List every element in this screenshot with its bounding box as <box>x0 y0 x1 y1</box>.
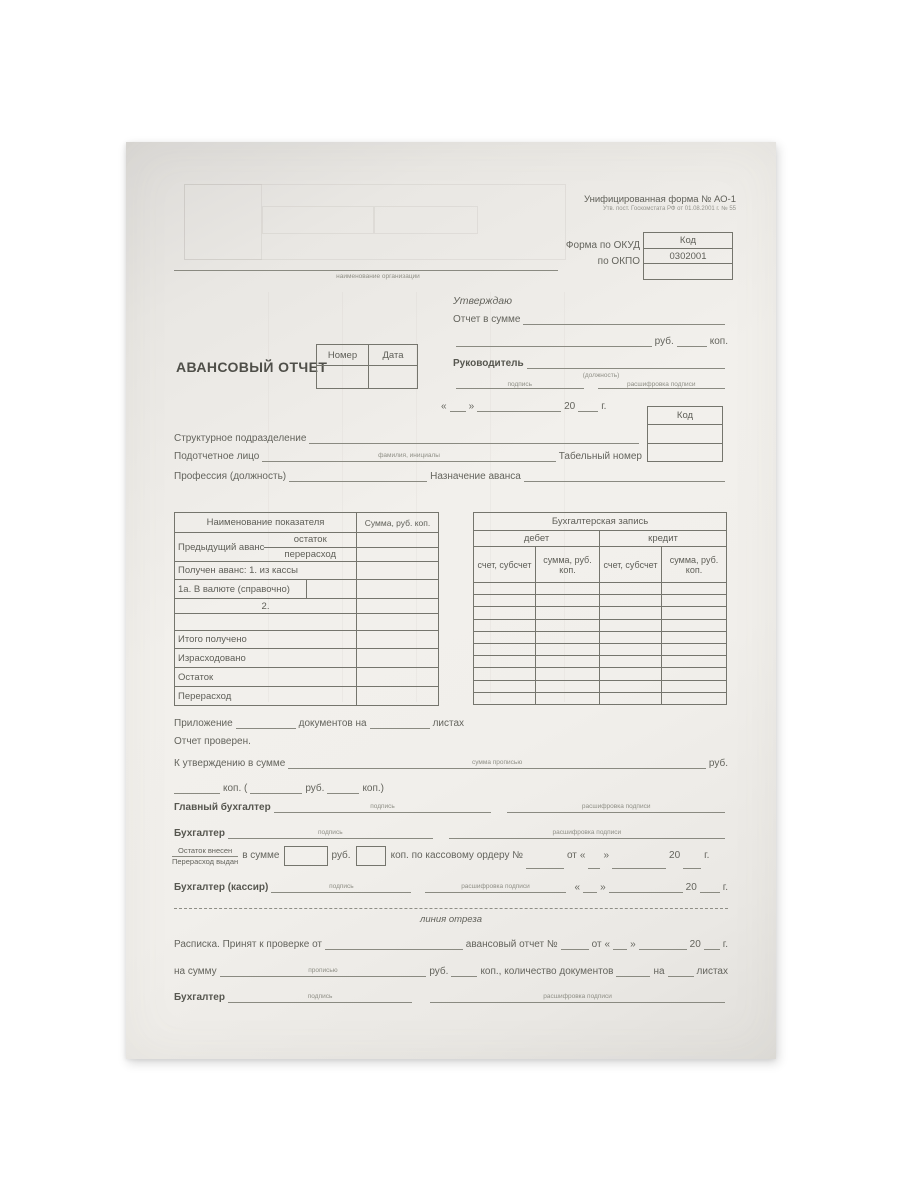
sign-hint: подпись <box>329 883 354 890</box>
position-hint: (должность) <box>582 372 620 379</box>
acc-cell <box>662 583 727 595</box>
acc-cell <box>474 656 536 668</box>
acc-cell <box>600 607 662 619</box>
okpo-label: по ОКПО <box>597 256 640 267</box>
attachment-row <box>174 714 506 729</box>
row-cash-sum <box>357 562 439 580</box>
year-suffix: г. <box>601 400 607 412</box>
row-empty-label <box>175 614 357 631</box>
date-header-cell: Дата <box>369 345 418 366</box>
sign-hint: подпись <box>507 381 533 388</box>
org-name-hint: наименование организации <box>336 273 420 280</box>
side-code-cell-2 <box>648 444 723 462</box>
blank-line <box>456 336 652 347</box>
sum-words-hint: сумма прописью <box>471 759 523 766</box>
blank-line <box>289 471 427 482</box>
form-note-line2: Утв. пост. Госкомстата РФ от 01.08.2001 г. № 55 <box>602 206 736 212</box>
acc-cell <box>536 583 600 595</box>
rub-amount-box <box>284 846 328 866</box>
in-words-hint: прописью <box>308 967 338 974</box>
blank-line <box>527 358 725 369</box>
from-label: от <box>566 850 577 862</box>
department-row <box>174 429 642 444</box>
blank-line <box>588 855 600 869</box>
rest-paid-label: Остаток внесен <box>172 846 238 857</box>
indicators-header-name: Наименование показателя <box>175 513 357 533</box>
side-code-table <box>647 406 723 462</box>
row-spent-sum <box>357 649 439 668</box>
quote-open: « <box>441 400 447 412</box>
attachment-label: Приложение <box>174 717 233 729</box>
sheets-label: листах <box>432 717 465 729</box>
advance-report-form <box>126 142 776 1059</box>
cashier-row <box>174 878 728 893</box>
debit-sum-header: сумма, руб. коп. <box>536 547 600 583</box>
blank-line <box>578 401 598 412</box>
quote-close: » <box>468 400 475 412</box>
row-total-sum <box>357 631 439 649</box>
chief-accountant-row <box>174 798 728 813</box>
in-sum-label: в сумме <box>242 850 280 862</box>
acc-cell <box>662 631 727 643</box>
person-hint: фамилия, инициалы <box>378 452 440 459</box>
acc-cell <box>600 631 662 643</box>
prev-advance-sum-cell <box>357 533 439 562</box>
blank-line <box>616 966 650 977</box>
acc-cell <box>474 619 536 631</box>
chief-accountant-label: Главный бухгалтер <box>174 801 271 813</box>
approve-sum-label: К утверждению в сумме <box>174 757 286 769</box>
acc-cell <box>536 631 600 643</box>
sum-words-line <box>288 758 706 769</box>
row-empty-sum <box>357 614 439 631</box>
blank-line <box>524 471 725 482</box>
blank-line <box>370 718 430 729</box>
number-value-cell <box>317 366 369 389</box>
profession-row <box>174 467 728 482</box>
approve-label: Утверждаю <box>453 295 513 307</box>
row-rest-sum <box>357 668 439 687</box>
rub-label: руб. <box>654 335 674 347</box>
prev-advance-label: Предыдущий аванс <box>178 541 265 553</box>
acc-cell <box>474 643 536 655</box>
acc-cell <box>662 595 727 607</box>
acc-cell <box>600 643 662 655</box>
blank-line <box>583 882 597 893</box>
okud-label: Форма по ОКУД <box>565 240 640 251</box>
signature-line <box>228 992 412 1003</box>
rest-overrun-fraction <box>172 846 238 867</box>
cut-line <box>174 908 728 909</box>
report-checked-label: Отчет проверен. <box>174 736 251 747</box>
blank-line <box>612 855 666 869</box>
row-spent-label: Израсходовано <box>175 649 357 668</box>
acc-cell <box>662 607 727 619</box>
acc-cell <box>600 583 662 595</box>
blank-line <box>639 939 687 950</box>
on-label: на <box>653 965 665 977</box>
blank-line <box>451 966 477 977</box>
sign-hint: подпись <box>318 829 343 836</box>
number-header-cell: Номер <box>317 345 369 366</box>
side-code-header-cell: Код <box>648 407 723 425</box>
blank-line <box>325 939 463 950</box>
cash-order-row <box>172 844 730 868</box>
rub-label: руб. <box>305 782 325 794</box>
acc-cell <box>662 619 727 631</box>
quote-open: « <box>574 881 581 893</box>
date-value-cell <box>369 366 418 389</box>
form-note-line1: Унифицированная форма № АО-1 <box>583 194 736 205</box>
department-label: Структурное подразделение <box>174 432 307 444</box>
acc-cell <box>600 619 662 631</box>
acc-cell <box>600 595 662 607</box>
accountant-label: Бухгалтер <box>174 827 225 839</box>
person-label: Подотчетное лицо <box>174 450 260 462</box>
acc-cell <box>536 607 600 619</box>
acc-cell <box>536 692 600 704</box>
sign-decode-hint: расшифровка подписи <box>552 829 622 836</box>
kop-label: коп. <box>709 335 728 347</box>
signature-line <box>456 380 584 389</box>
blank-line <box>477 401 561 412</box>
acc-cell <box>600 692 662 704</box>
row-two-label: 2. <box>175 599 357 614</box>
acc-cell <box>474 680 536 692</box>
advance-report-no-label: авансовый отчет № <box>465 938 558 950</box>
kop-docs-label: коп., количество документов <box>480 965 614 977</box>
kop-paren-open: коп. ( <box>223 782 248 794</box>
documents-on-label: документов на <box>298 717 367 729</box>
blank-line <box>613 939 627 950</box>
quote-close: » <box>603 850 610 862</box>
blank-line <box>236 718 296 729</box>
signature-decode-line <box>449 828 725 839</box>
row-two-sum <box>357 599 439 614</box>
cash-order-label: коп. по кассовому ордеру № <box>390 850 523 862</box>
blank-line <box>523 314 725 325</box>
indicators-header-sum: Сумма, руб. коп. <box>357 513 439 533</box>
year-suffix: г. <box>704 850 710 862</box>
prev-rest-label: остаток <box>264 533 356 548</box>
blank-line <box>561 939 589 950</box>
quote-open: « <box>604 938 611 950</box>
accounting-title: Бухгалтерская запись <box>474 513 727 531</box>
year-prefix: 20 <box>564 400 576 412</box>
blank-line <box>609 882 683 893</box>
cashier-label: Бухгалтер (кассир) <box>174 881 269 893</box>
kop-paren-row <box>174 779 419 794</box>
kop-paren-close: коп.) <box>362 782 385 794</box>
blank-line <box>327 783 359 794</box>
blank-line <box>704 939 720 950</box>
signature-decode-line <box>598 380 726 389</box>
head-signature-row <box>453 380 728 389</box>
rub-label: руб. <box>429 965 449 977</box>
quote-close: » <box>600 881 606 893</box>
row-rest-label: Остаток <box>175 668 357 687</box>
sign-decode-hint: расшифровка подписи <box>581 803 651 810</box>
signature-decode-line <box>425 882 565 893</box>
blank-line <box>309 433 639 444</box>
okud-code-cell: 0302001 <box>644 249 733 264</box>
acc-cell <box>662 668 727 680</box>
cut-line-label: линия отреза <box>419 914 482 925</box>
acc-cell <box>536 680 600 692</box>
acc-cell <box>662 643 727 655</box>
for-sum-label: на сумму <box>174 965 217 977</box>
overrun-paid-label: Перерасход выдан <box>172 857 239 866</box>
signature-line <box>228 828 433 839</box>
person-row <box>174 447 642 462</box>
credit-sum-header: сумма, руб. коп. <box>662 547 727 583</box>
credit-header: кредит <box>600 531 727 547</box>
quote-open: « <box>579 850 586 862</box>
signature-line <box>271 882 411 893</box>
report-in-sum-row <box>453 310 728 325</box>
okpo-code-cell <box>644 264 733 280</box>
number-date-table <box>316 344 418 389</box>
year-prefix: 20 <box>685 881 697 893</box>
sign-decode-hint: расшифровка подписи <box>543 993 612 1000</box>
indicators-table <box>174 512 439 706</box>
year-suffix: г. <box>722 881 728 893</box>
head-date-row <box>441 399 631 412</box>
okud-code-table <box>643 232 733 280</box>
acc-cell <box>474 631 536 643</box>
blank-line <box>677 336 707 347</box>
acc-cell <box>536 595 600 607</box>
row-overrun-label: Перерасход <box>175 687 357 706</box>
acc-cell <box>474 607 536 619</box>
prev-advance-cell <box>175 533 357 562</box>
sign-hint: подпись <box>307 993 333 1000</box>
acc-cell <box>662 680 727 692</box>
org-name-line <box>174 270 558 271</box>
accountant-label: Бухгалтер <box>174 991 225 1003</box>
acc-cell <box>662 656 727 668</box>
acc-cell <box>474 583 536 595</box>
rub-label: руб. <box>331 850 351 862</box>
blank-line <box>174 783 220 794</box>
code-header-cell: Код <box>644 233 733 249</box>
row-overrun-sum <box>357 687 439 706</box>
blank-line <box>450 401 466 412</box>
signature-decode-line <box>507 802 725 813</box>
rub-kop-row <box>453 332 728 347</box>
year-suffix: г. <box>722 938 728 950</box>
side-code-cell-1 <box>648 425 723 444</box>
head-row <box>453 354 728 369</box>
credit-account-header: счет, субсчет <box>600 547 662 583</box>
sheets-label: листах <box>696 965 728 977</box>
year-prefix: 20 <box>689 938 701 950</box>
kop-amount-box <box>356 846 386 866</box>
signature-decode-line <box>430 992 725 1003</box>
receipt-accountant-row <box>174 988 728 1003</box>
acc-cell <box>536 643 600 655</box>
row-currency-label: 1а. В валюте (справочно) <box>175 580 357 599</box>
blank-line <box>668 966 694 977</box>
accountant-row <box>174 824 728 839</box>
signature-line <box>274 802 492 813</box>
acc-cell <box>600 668 662 680</box>
blank-line <box>250 783 302 794</box>
profession-label: Профессия (должность) <box>174 470 287 482</box>
acc-cell <box>600 680 662 692</box>
receipt-start-label: Расписка. Принят к проверке от <box>174 938 323 950</box>
acc-cell <box>474 668 536 680</box>
from-label: от <box>591 938 602 950</box>
sum-words-line <box>220 966 427 977</box>
head-label: Руководитель <box>453 357 524 369</box>
year-prefix: 20 <box>669 850 681 862</box>
acc-cell <box>536 656 600 668</box>
rub-label: руб. <box>708 757 728 769</box>
sign-decode-hint: расшифровка подписи <box>461 883 530 890</box>
purpose-label: Назначение аванса <box>430 470 521 482</box>
acc-cell <box>536 668 600 680</box>
acc-cell <box>600 656 662 668</box>
blank-line <box>700 882 720 893</box>
acc-cell <box>536 619 600 631</box>
debit-account-header: счет, субсчет <box>474 547 536 583</box>
receipt-row <box>174 935 728 950</box>
sign-decode-hint: расшифровка подписи <box>626 381 696 388</box>
acc-cell <box>474 595 536 607</box>
report-in-sum-label: Отчет в сумме <box>453 313 521 325</box>
sign-hint: подпись <box>370 803 395 810</box>
approve-sum-row <box>174 754 728 769</box>
quote-close: » <box>630 938 636 950</box>
acc-cell <box>474 692 536 704</box>
page-title: АВАНСОВЫЙ ОТЧЕТ <box>176 359 328 375</box>
prev-overrun-label: перерасход <box>284 548 336 560</box>
row-cash-label: Получен аванс: 1. из кассы <box>175 562 357 580</box>
personnel-number-label: Табельный номер <box>558 450 642 462</box>
blank-line <box>683 855 701 869</box>
debit-header: дебет <box>474 531 600 547</box>
blank-line <box>526 855 564 869</box>
form-note <box>584 194 736 212</box>
row-currency-sum <box>357 580 439 599</box>
acc-cell <box>662 692 727 704</box>
accounting-table <box>473 512 727 705</box>
receipt-sum-row <box>174 962 728 977</box>
row-total-label: Итого получено <box>175 631 357 649</box>
person-name-line <box>262 451 555 462</box>
